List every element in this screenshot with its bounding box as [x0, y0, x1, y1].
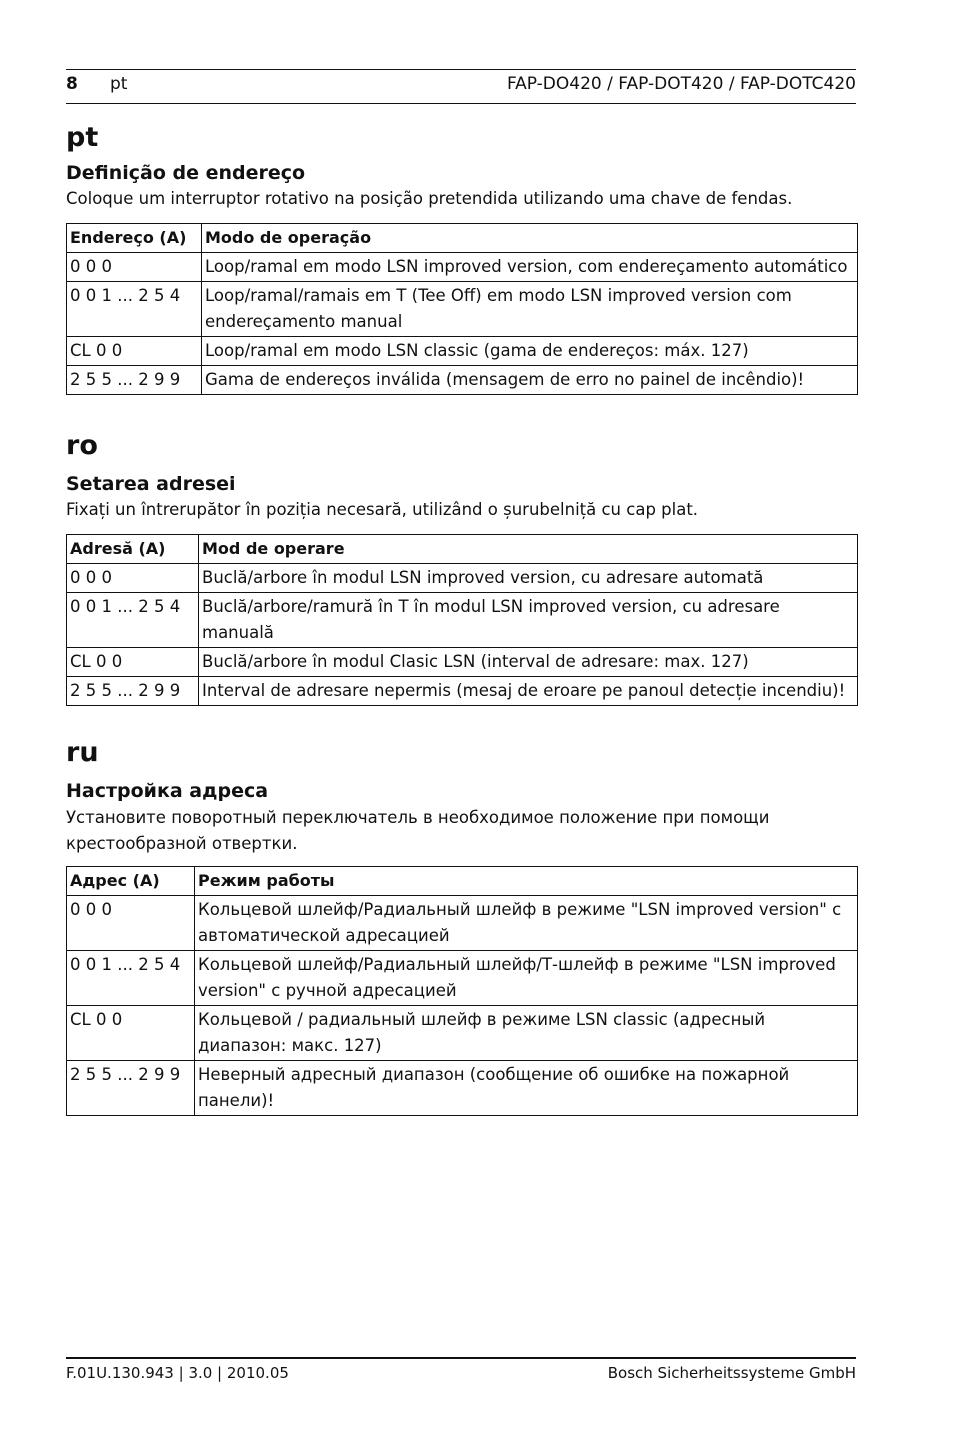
page-header [66, 69, 856, 104]
table-row [67, 337, 858, 366]
address-cell: CL 0 0 [67, 337, 202, 366]
language-heading: ro [66, 430, 98, 461]
address-cell: CL 0 0 [67, 648, 199, 677]
page-footer [66, 1357, 856, 1387]
address-cell: 0 0 1 ... 2 5 4 [67, 282, 202, 337]
column-header-mode: Mod de operare [199, 535, 858, 564]
address-cell: 2 5 5 ... 2 9 9 [67, 1061, 195, 1116]
address-cell: 0 0 0 [67, 564, 199, 593]
language-heading: pt [66, 122, 99, 153]
mode-cell: Buclă/arbore în modul LSN improved version, cu adresare automată [199, 564, 858, 593]
mode-cell: Gama de endereços inválida (mensagem de erro no painel de incêndio)! [202, 366, 858, 395]
mode-cell: Loop/ramal em modo LSN classic (gama de endereços: máx. 127) [202, 337, 858, 366]
address-cell: CL 0 0 [67, 1006, 195, 1061]
table-row [67, 366, 858, 395]
language-heading: ru [66, 737, 99, 768]
mode-cell: Loop/ramal/ramais em T (Tee Off) em modo LSN improved version com endereçamento manual [202, 282, 858, 337]
column-header-mode: Modo de operação [202, 224, 858, 253]
table-row [67, 593, 858, 648]
table-header-row [67, 224, 858, 253]
mode-cell: Кольцевой шлейф/Радиальный шлейф в режиме "LSN improved version" с автоматической адресацией [195, 896, 858, 951]
column-header-address: Adresă (A) [67, 535, 199, 564]
mode-cell: Interval de adresare nepermis (mesaj de eroare pe panoul detecție incendiu)! [199, 677, 858, 706]
column-header-address: Endereço (A) [67, 224, 202, 253]
table-row [67, 677, 858, 706]
table-row [67, 648, 858, 677]
address-cell: 2 5 5 ... 2 9 9 [67, 366, 202, 395]
address-cell: 0 0 1 ... 2 5 4 [67, 593, 199, 648]
mode-cell: Неверный адресный диапазон (сообщение об ошибке на пожарной панели)! [195, 1061, 858, 1116]
section-title: Настройка адреса [66, 780, 269, 802]
table-row [67, 896, 858, 951]
table-row [67, 253, 858, 282]
column-header-mode: Режим работы [195, 867, 858, 896]
section-intro: Установите поворотный переключатель в необходимое положение при помощи крестообразной отвертки. [66, 808, 770, 853]
table-row [67, 282, 858, 337]
table-row [67, 564, 858, 593]
document-id: F.01U.130.943 | 3.0 | 2010.05 [66, 1364, 289, 1382]
address-table [66, 866, 858, 1116]
section-title: Definição de endereço [66, 162, 306, 184]
address-cell: 0 0 1 ... 2 5 4 [67, 951, 195, 1006]
address-table [66, 534, 858, 706]
table-header-row [67, 867, 858, 896]
address-cell: 0 0 0 [67, 253, 202, 282]
section-ro [66, 430, 858, 706]
section-ru [66, 737, 858, 1116]
page-number: 8 [66, 74, 78, 94]
section-pt [66, 122, 858, 395]
column-header-address: Адрес (А) [67, 867, 195, 896]
section-intro: Coloque um interruptor rotativo na posição pretendida utilizando uma chave de fendas. [66, 189, 793, 208]
mode-cell: Кольцевой / радиальный шлейф в режиме LSN classic (адресный диапазон: макс. 127) [195, 1006, 858, 1061]
table-row [67, 951, 858, 1006]
table-row [67, 1006, 858, 1061]
address-table [66, 223, 858, 395]
mode-cell: Buclă/arbore în modul Clasic LSN (interval de adresare: max. 127) [199, 648, 858, 677]
mode-cell: Loop/ramal em modo LSN improved version, com endereçamento automático [202, 253, 858, 282]
header-model: FAP-DO420 / FAP-DOT420 / FAP-DOTC420 [506, 74, 856, 94]
company-name: Bosch Sicherheitssysteme GmbH [607, 1364, 856, 1382]
table-row [67, 1061, 858, 1116]
section-intro: Fixați un întrerupător în poziția necesară, utilizând o șurubelniță cu cap plat. [66, 500, 699, 519]
table-header-row [67, 535, 858, 564]
address-cell: 0 0 0 [67, 896, 195, 951]
mode-cell: Buclă/arbore/ramură în T în modul LSN improved version, cu adresare manuală [199, 593, 858, 648]
mode-cell: Кольцевой шлейф/Радиальный шлейф/Т-шлейф в режиме "LSN improved version" с ручной адресацией [195, 951, 858, 1006]
section-title: Setarea adresei [66, 473, 236, 495]
address-cell: 2 5 5 ... 2 9 9 [67, 677, 199, 706]
header-language: pt [110, 74, 128, 94]
